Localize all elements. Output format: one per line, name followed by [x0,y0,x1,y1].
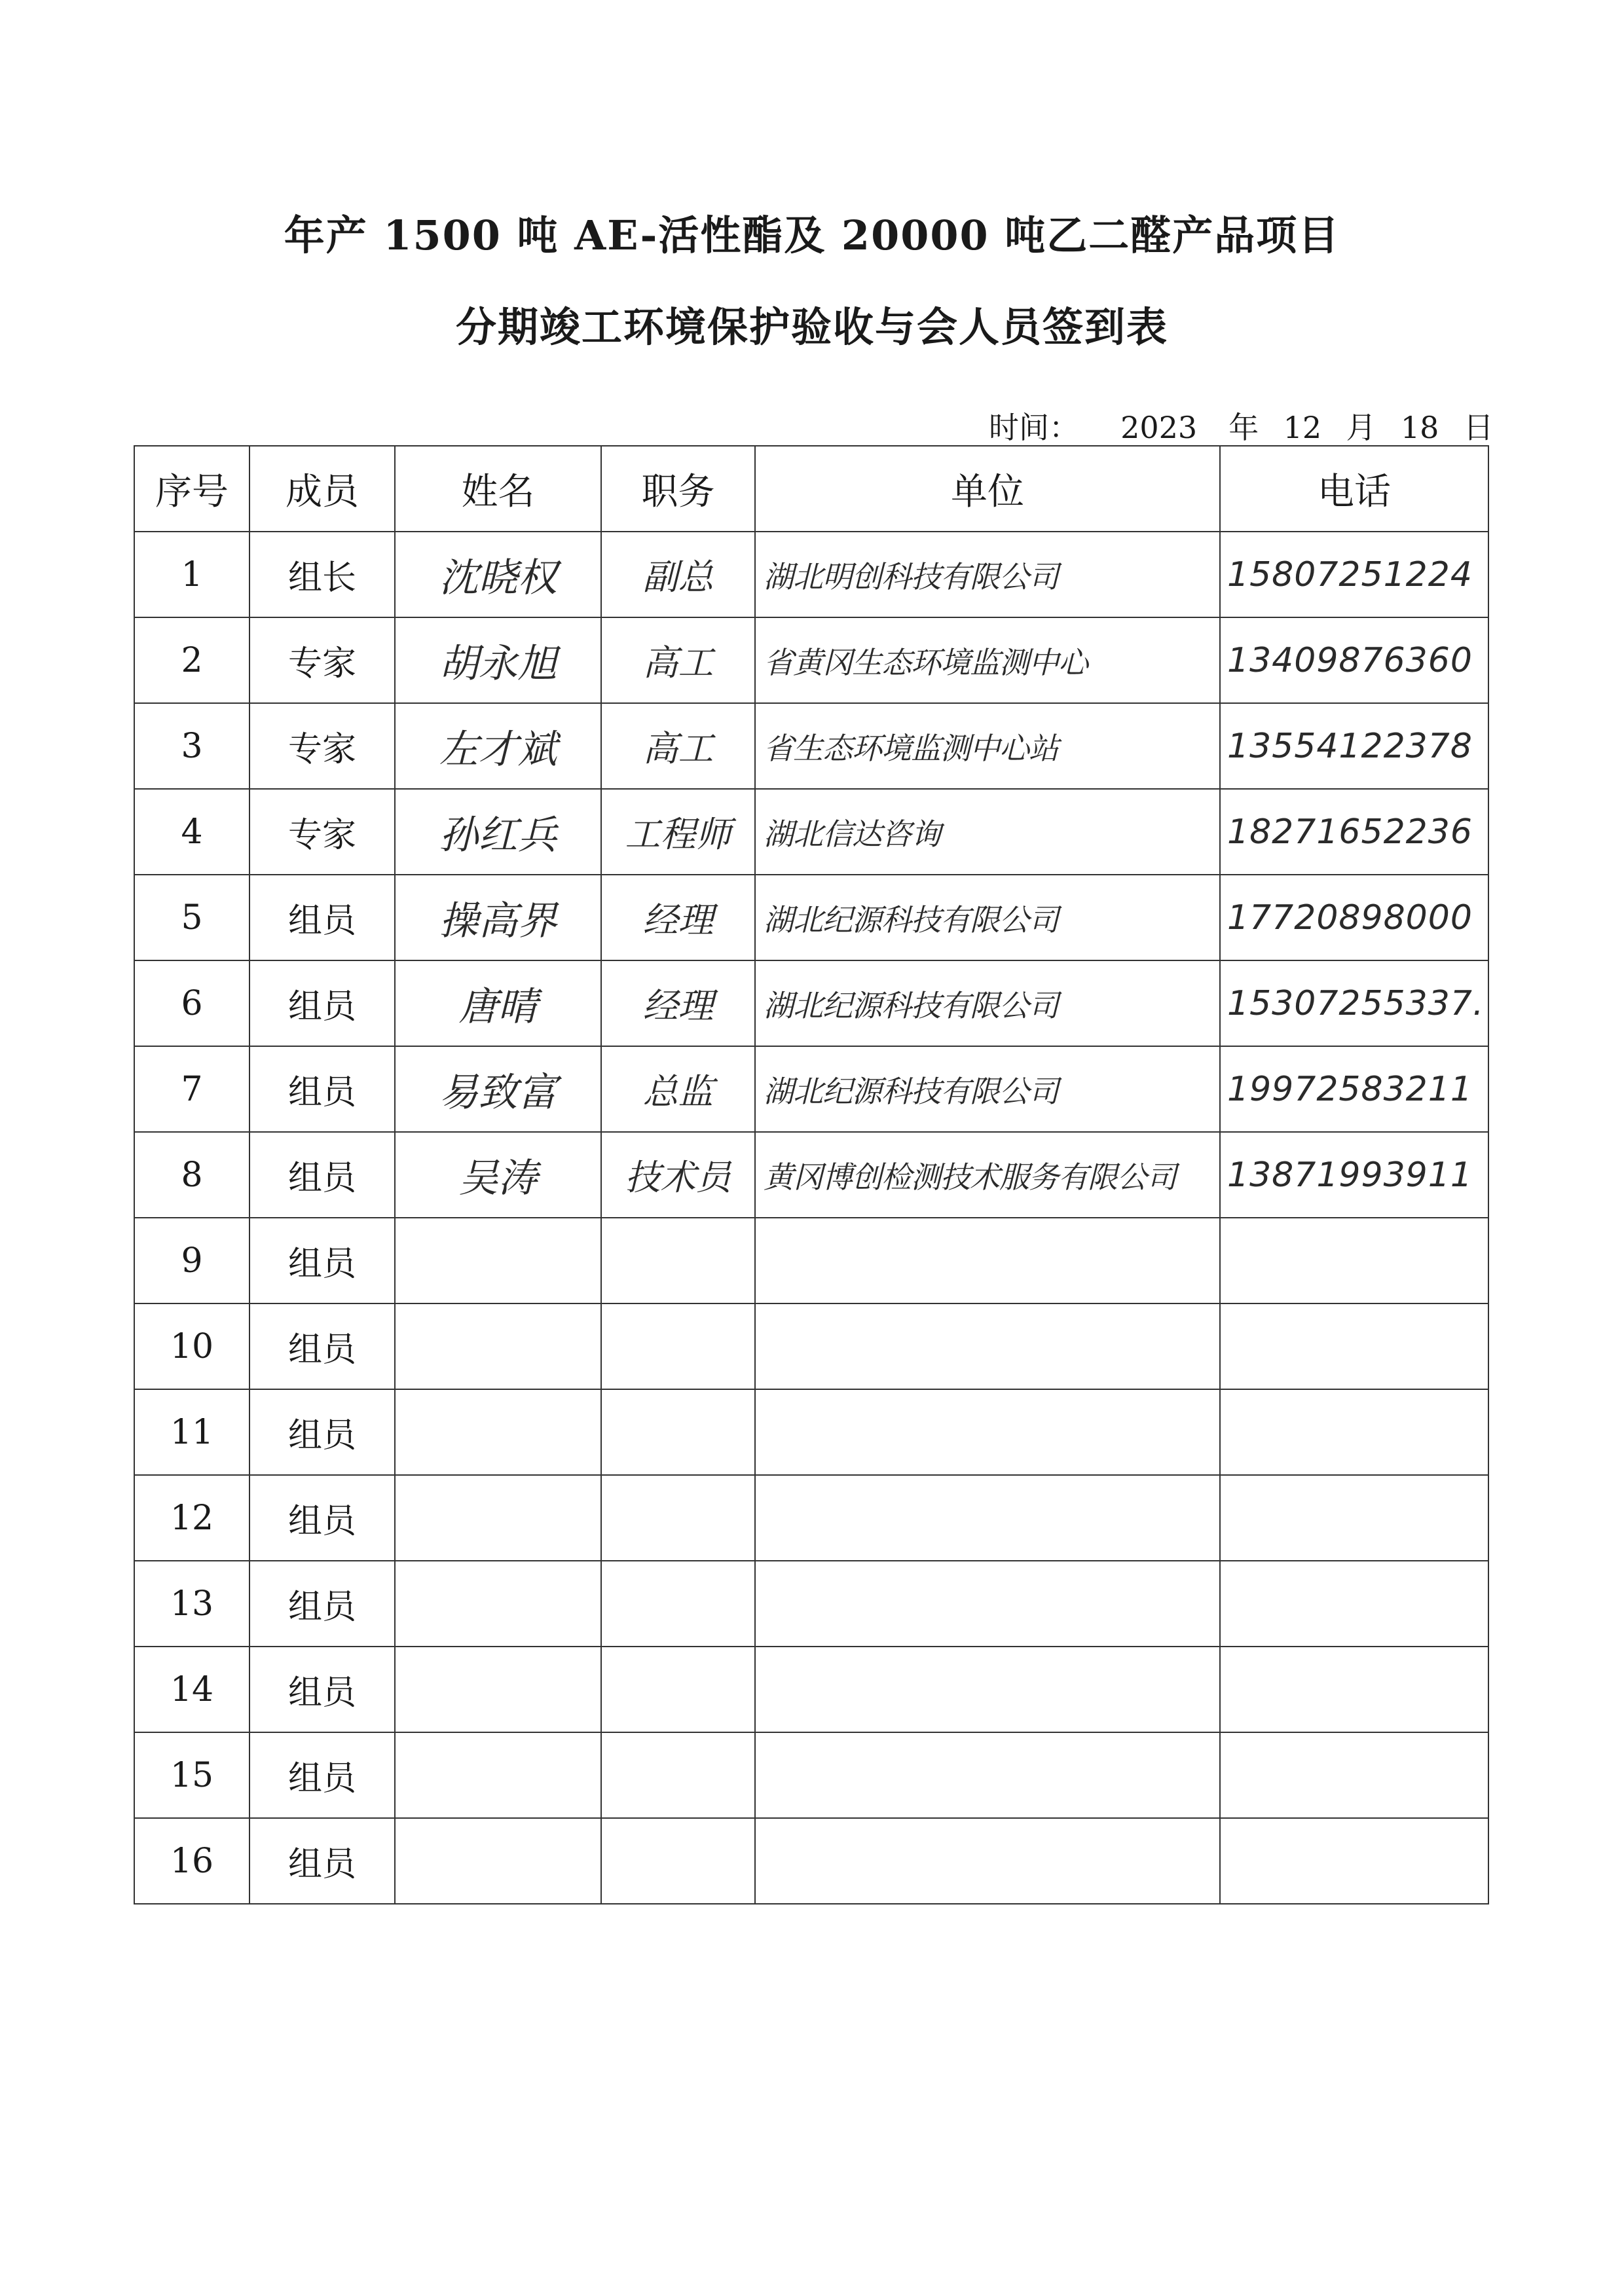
cell-phone [1220,789,1488,875]
date-month-unit: 月 [1346,410,1376,445]
cell-serial: 12 [134,1475,249,1561]
cell-unit [755,1046,1220,1132]
date-day: 18 [1400,410,1439,445]
cell-serial: 7 [134,1046,249,1132]
document-title-line1: 年产 1500 吨 AE-活性酯及 20000 吨乙二醛产品项目 [284,211,1340,259]
cell-position [601,1303,755,1389]
cell-role: 组员 [249,1561,395,1647]
table-row [134,532,1488,617]
cell-role: 组员 [249,1389,395,1475]
cell-unit-handwriting: 湖北纪源科技有限公司 [764,902,1058,938]
cell-name [395,1132,601,1218]
cell-name [395,1732,601,1818]
cell-unit [755,1218,1220,1303]
cell-position-handwriting: 经理 [642,985,714,1027]
cell-serial: 5 [134,875,249,960]
date-day-unit: 日 [1463,410,1494,445]
cell-unit-handwriting: 湖北信达咨询 [764,816,940,852]
cell-name [395,1561,601,1647]
cell-position [601,1561,755,1647]
cell-unit-handwriting: 省黄冈生态环境监测中心 [764,644,1088,680]
cell-phone [1220,1046,1488,1132]
cell-position-handwriting: 高工 [642,728,714,769]
cell-name [395,1303,601,1389]
cell-position [601,960,755,1046]
table-row [134,1561,1488,1647]
sign-in-table [134,445,1489,1904]
cell-unit [755,1818,1220,1904]
cell-unit [755,1561,1220,1647]
cell-phone [1220,960,1488,1046]
cell-phone-handwriting: 15807251224 [1227,555,1473,594]
cell-name [395,1818,601,1904]
table-row [134,1475,1488,1561]
cell-name-handwriting: 吴涛 [458,1155,538,1201]
cell-serial: 8 [134,1132,249,1218]
table-row [134,1647,1488,1732]
cell-serial: 9 [134,1218,249,1303]
cell-unit [755,1475,1220,1561]
cell-unit [755,617,1220,703]
cell-phone-handwriting: 17720898000 [1227,898,1473,938]
sign-in-date [989,404,1494,447]
cell-role: 组员 [249,1218,395,1303]
cell-phone [1220,617,1488,703]
cell-name [395,617,601,703]
cell-role: 组员 [249,875,395,960]
cell-unit [755,532,1220,617]
cell-role: 组员 [249,960,395,1046]
cell-position [601,1818,755,1904]
cell-unit-handwriting: 黄冈博创检测技术服务有限公司 [764,1159,1176,1195]
cell-phone [1220,1218,1488,1303]
cell-phone [1220,1389,1488,1475]
cell-phone [1220,1647,1488,1732]
cell-serial: 3 [134,703,249,789]
cell-position-handwriting: 副总 [642,556,714,598]
cell-name [395,960,601,1046]
table-row [134,1303,1488,1389]
document-title-line2: 分期竣工环境保护验收与会人员签到表 [455,303,1168,351]
cell-name [395,703,601,789]
cell-position [601,1732,755,1818]
cell-role: 组员 [249,1046,395,1132]
cell-position [601,1218,755,1303]
table-row [134,1046,1488,1132]
date-year-unit: 年 [1228,410,1259,445]
cell-unit [755,1389,1220,1475]
cell-position [601,1389,755,1475]
cell-serial: 16 [134,1818,249,1904]
cell-position [601,1046,755,1132]
cell-phone [1220,1475,1488,1561]
cell-unit [755,1132,1220,1218]
table-row [134,875,1488,960]
cell-phone [1220,1303,1488,1389]
cell-serial: 1 [134,532,249,617]
table-row [134,703,1488,789]
cell-serial: 14 [134,1647,249,1732]
cell-phone [1220,875,1488,960]
cell-position [601,1132,755,1218]
cell-phone-handwriting: 18271652236 [1227,812,1473,852]
cell-unit [755,789,1220,875]
cell-phone-handwriting: 13554122378 [1227,726,1473,766]
cell-serial: 11 [134,1389,249,1475]
table-row [134,789,1488,875]
table-row [134,1818,1488,1904]
cell-role: 组员 [249,1732,395,1818]
cell-position-handwriting: 工程师 [625,814,731,855]
cell-phone [1220,703,1488,789]
cell-phone-handwriting: 13409876360 [1227,640,1473,680]
header-serial: 序号 [134,446,249,532]
cell-serial: 10 [134,1303,249,1389]
date-month: 12 [1283,410,1322,445]
cell-name-handwriting: 沈晓权 [439,555,557,601]
cell-position [601,1647,755,1732]
table-row [134,1732,1488,1818]
cell-name-handwriting: 唐晴 [458,983,538,1030]
cell-position [601,532,755,617]
cell-serial: 13 [134,1561,249,1647]
cell-serial: 2 [134,617,249,703]
cell-serial: 15 [134,1732,249,1818]
cell-name-handwriting: 胡永旭 [439,640,557,687]
cell-name-handwriting: 孙红兵 [439,812,557,858]
cell-unit [755,875,1220,960]
table-row [134,1389,1488,1475]
cell-unit [755,1732,1220,1818]
cell-phone [1220,1561,1488,1647]
cell-phone [1220,532,1488,617]
date-year: 2023 [1120,410,1198,445]
table-row [134,1132,1488,1218]
cell-role: 专家 [249,617,395,703]
cell-role: 组员 [249,1647,395,1732]
cell-serial: 6 [134,960,249,1046]
cell-position [601,1475,755,1561]
cell-unit-handwriting: 湖北明创科技有限公司 [764,558,1058,594]
header-position: 职务 [601,446,755,532]
cell-phone-handwriting: 13871993911 [1227,1155,1473,1195]
cell-unit [755,1303,1220,1389]
cell-phone [1220,1132,1488,1218]
cell-phone-handwriting: 15307255337. [1227,983,1485,1023]
cell-name [395,1647,601,1732]
cell-unit-handwriting: 省生态环境监测中心站 [764,730,1058,766]
cell-phone-handwriting: 19972583211 [1227,1069,1473,1109]
cell-position-handwriting: 技术员 [625,1157,731,1198]
cell-role: 组员 [249,1818,395,1904]
cell-name [395,1475,601,1561]
cell-unit [755,1647,1220,1732]
cell-unit [755,703,1220,789]
cell-position-handwriting: 总监 [642,1071,714,1112]
cell-serial: 4 [134,789,249,875]
cell-phone [1220,1818,1488,1904]
table-row [134,960,1488,1046]
header-role: 成员 [249,446,395,532]
cell-position-handwriting: 经理 [642,900,714,941]
cell-position [601,703,755,789]
cell-position [601,617,755,703]
cell-position-handwriting: 高工 [642,642,714,683]
cell-role: 组员 [249,1132,395,1218]
cell-name [395,1046,601,1132]
table-row [134,617,1488,703]
cell-role: 专家 [249,703,395,789]
cell-name [395,1389,601,1475]
cell-phone [1220,1732,1488,1818]
header-name: 姓名 [395,446,601,532]
cell-unit [755,960,1220,1046]
cell-name-handwriting: 易致富 [439,1069,557,1116]
date-label: 时间： [989,410,1079,445]
cell-name [395,789,601,875]
cell-name [395,532,601,617]
cell-name [395,875,601,960]
cell-position [601,875,755,960]
cell-unit-handwriting: 湖北纪源科技有限公司 [764,987,1058,1023]
table-row [134,1218,1488,1303]
cell-role: 组员 [249,1303,395,1389]
cell-unit-handwriting: 湖北纪源科技有限公司 [764,1073,1058,1109]
table-header-row [134,446,1488,532]
cell-name-handwriting: 左才斌 [439,726,557,773]
cell-role: 专家 [249,789,395,875]
cell-name-handwriting: 操高界 [439,898,557,944]
header-phone: 电话 [1220,446,1488,532]
cell-name [395,1218,601,1303]
cell-position [601,789,755,875]
header-unit: 单位 [755,446,1220,532]
cell-role: 组员 [249,1475,395,1561]
cell-role: 组长 [249,532,395,617]
